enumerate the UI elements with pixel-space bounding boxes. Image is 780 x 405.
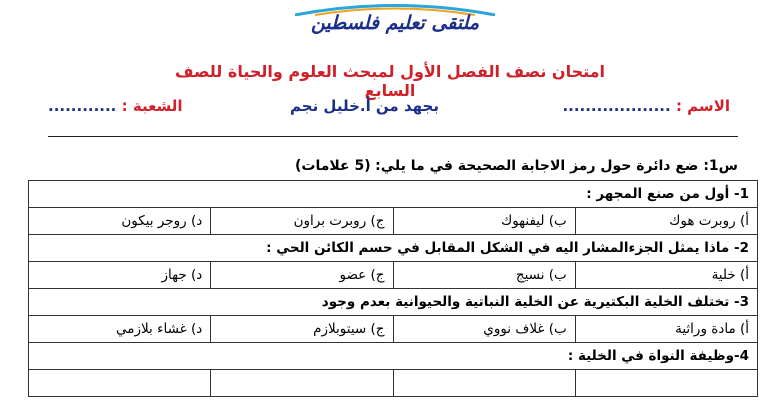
option-b[interactable]: ب) غلاف نووي <box>393 316 575 343</box>
options-row <box>29 370 758 397</box>
name-label: الاسم : <box>675 97 730 115</box>
option-b[interactable]: ب) ليفنهوك <box>393 208 575 235</box>
option-d[interactable] <box>29 370 211 397</box>
question-row <box>29 343 758 370</box>
question-1-marks: (5 علامات) <box>295 158 371 174</box>
question-row <box>29 289 758 316</box>
name-dots: ................... <box>562 97 671 115</box>
exam-title: امتحان نصف الفصل الأول لمبحث العلوم والحياة للصف السابع <box>174 62 606 100</box>
section-dots: ............ <box>48 97 117 115</box>
section-label: الشعبة : <box>121 97 183 115</box>
option-b[interactable] <box>393 370 575 397</box>
question-text: 4-وظيفة النواة في الخلية : <box>29 343 758 370</box>
logo <box>270 2 520 42</box>
student-name-field <box>562 97 730 115</box>
teacher-credit: بجهد من أ.خليل نجم <box>290 97 439 115</box>
option-c[interactable] <box>211 370 393 397</box>
option-b[interactable]: ب) نسيج <box>393 262 575 289</box>
option-a[interactable]: أ) روبرت هوك <box>575 208 757 235</box>
options-row <box>29 262 758 289</box>
answer-table <box>28 180 758 397</box>
option-c[interactable]: ج) سيتوبلازم <box>211 316 393 343</box>
question-text: 3- تختلف الخلية البكتيرية عن الخلية النباتية والحيوانية بعدم وجود <box>29 289 758 316</box>
option-a[interactable]: أ) خلية <box>575 262 757 289</box>
options-row <box>29 208 758 235</box>
question-row <box>29 181 758 208</box>
option-c[interactable]: ج) روبرت براون <box>211 208 393 235</box>
logo-text: ملتقى تعليم فلسطين <box>310 12 480 34</box>
question-text: 2- ماذا يمثل الجزءالمشار اليه في الشكل المقابل في حسم الكائن الحي : <box>29 235 758 262</box>
option-d[interactable]: د) جهاز <box>29 262 211 289</box>
options-row <box>29 316 758 343</box>
option-d[interactable]: د) غشاء بلازمي <box>29 316 211 343</box>
question-text: 1- أول من صنع المجهر : <box>29 181 758 208</box>
option-a[interactable]: أ) مادة وراثية <box>575 316 757 343</box>
divider <box>48 136 738 137</box>
option-a[interactable] <box>575 370 757 397</box>
option-d[interactable]: د) روجر بيكون <box>29 208 211 235</box>
question-row <box>29 235 758 262</box>
question-1-instruction: س1: ضع دائرة حول رمز الاجابة الصحيحة في ما يلي: <box>375 158 738 174</box>
section-field <box>48 97 183 115</box>
option-c[interactable]: ج) عضو <box>211 262 393 289</box>
